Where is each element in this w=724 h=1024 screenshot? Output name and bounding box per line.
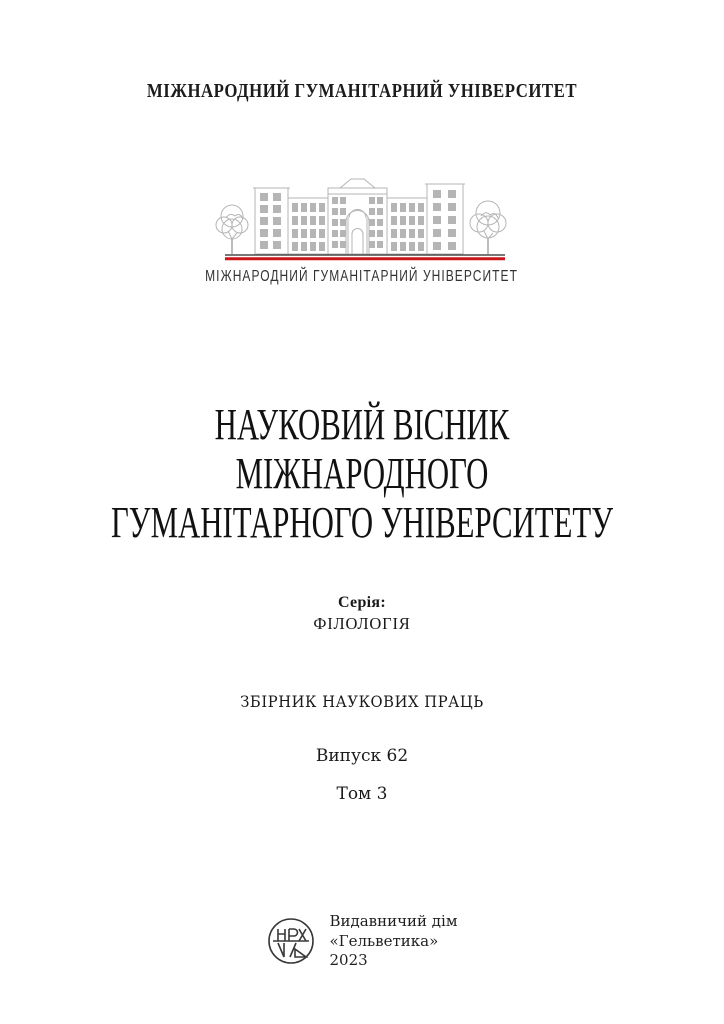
collection-type: ЗБІРНИК НАУКОВИХ ПРАЦЬ — [240, 693, 484, 711]
series-label: Серія: — [338, 594, 386, 611]
university-building-icon — [212, 168, 512, 264]
journal-title-line-1: НАУКОВИЙ ВІСНИК — [214, 400, 510, 449]
journal-title-line-2: МІЖНАРОДНОГО — [235, 449, 489, 498]
publisher-name-line-2: «Гельветика» — [329, 931, 439, 950]
publisher-logo-icon — [266, 916, 316, 966]
publisher-text — [329, 912, 457, 971]
logo-caption: МІЖНАРОДНИЙ ГУМАНІТАРНИЙ УНІВЕРСИТЕТ — [205, 268, 519, 285]
volume-number: Том 3 — [336, 784, 388, 804]
university-logo — [0, 168, 724, 286]
publication-year: 2023 — [329, 951, 368, 969]
tree-icon — [470, 201, 506, 254]
tree-icon — [216, 205, 248, 254]
journal-title — [109, 400, 616, 547]
issue-number: Випуск 62 — [315, 746, 409, 766]
publisher-name-line-1: Видавничий дім — [329, 912, 458, 930]
series-block — [0, 592, 724, 634]
institution-header: МІЖНАРОДНИЙ ГУМАНІТАРНИЙ УНІВЕРСИТЕТ — [146, 80, 578, 102]
series-value: ФІЛОЛОГІЯ — [313, 614, 411, 633]
publisher-imprint — [0, 912, 724, 971]
journal-title-line-3: ГУМАНІТАРНОГО УНІВЕРСИТЕТУ — [110, 498, 614, 547]
